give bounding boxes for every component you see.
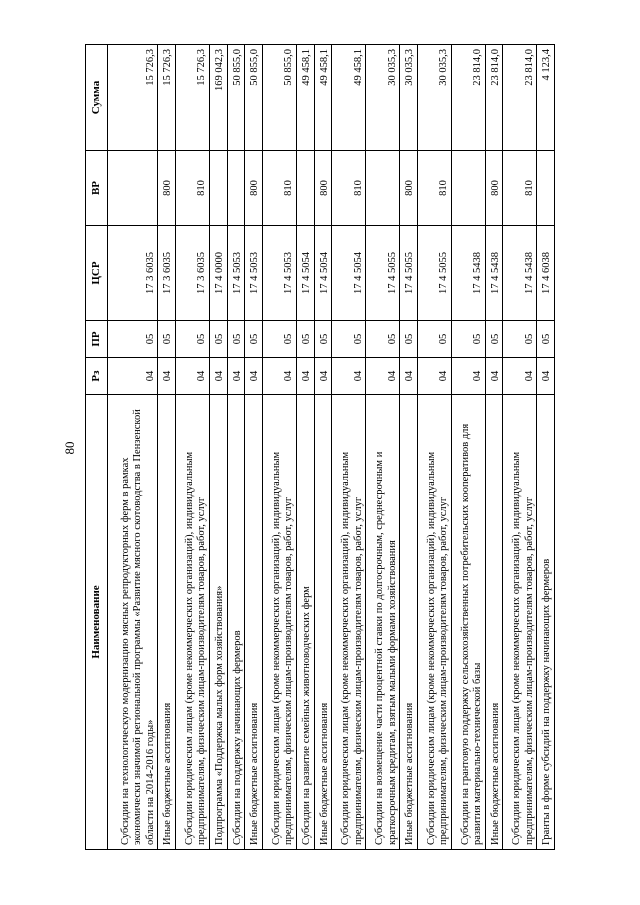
cell-vr [366,151,400,226]
cell-vr [108,151,158,226]
cell-sum: 50 855,0 [245,45,263,151]
cell-name: Иные бюджетные ассигнования [485,395,503,850]
cell-vr: 800 [400,151,418,226]
cell-rz: 04 [175,358,209,395]
cell-sum: 49 458,1 [314,45,332,151]
cell-csr: 17 4 5438 [485,226,503,321]
cell-pr: 05 [537,321,555,358]
header-sum: Сумма [86,45,108,151]
cell-name: Иные бюджетные ассигнования [158,395,176,850]
cell-sum: 30 035,3 [417,45,451,151]
cell-vr: 810 [332,151,366,226]
table-row [400,45,418,850]
table-row [332,45,366,850]
header-csr: ЦСР [86,226,108,321]
cell-pr: 05 [451,321,485,358]
cell-pr: 05 [332,321,366,358]
table-row [296,45,314,850]
cell-vr: 810 [262,151,296,226]
cell-rz: 04 [537,358,555,395]
cell-name: Субсидии на поддержку начинающих фермеров [227,395,245,850]
cell-sum: 49 458,1 [296,45,314,151]
cell-pr: 05 [158,321,176,358]
cell-csr: 17 4 5054 [314,226,332,321]
cell-rz: 04 [503,358,537,395]
cell-vr: 810 [417,151,451,226]
cell-csr: 17 4 5438 [503,226,537,321]
cell-pr: 05 [245,321,263,358]
cell-csr: 17 4 0000 [209,226,227,321]
cell-name: Подпрограмма «Поддержка малых форм хозяйствования» [209,395,227,850]
cell-vr [209,151,227,226]
cell-sum: 15 726,3 [158,45,176,151]
cell-rz: 04 [485,358,503,395]
cell-name: Субсидии на грантовую поддержку сельскохозяйственных потребительских кооперативов для развития материально-технической базы [451,395,485,850]
cell-rz: 04 [332,358,366,395]
cell-pr: 05 [175,321,209,358]
cell-sum: 15 726,3 [108,45,158,151]
cell-name: Иные бюджетные ассигнования [245,395,263,850]
cell-sum: 23 814,0 [485,45,503,151]
cell-csr: 17 4 5055 [400,226,418,321]
cell-name: Субсидии юридическим лицам (кроме некоммерческих организаций), индивидуальным предпринимателям, физическим лицам-производителям товаров, работ, услуг [503,395,537,850]
cell-rz: 04 [296,358,314,395]
cell-rz: 04 [314,358,332,395]
cell-sum: 30 035,3 [400,45,418,151]
cell-pr: 05 [227,321,245,358]
table-row [314,45,332,850]
cell-rz: 04 [262,358,296,395]
table-row [366,45,400,850]
table-body [108,45,555,850]
table-row [537,45,555,850]
cell-rz: 04 [209,358,227,395]
table-row [209,45,227,850]
cell-pr: 05 [262,321,296,358]
cell-rz: 04 [245,358,263,395]
cell-csr: 17 3 6035 [158,226,176,321]
header-pr: ПР [86,321,108,358]
table-row [417,45,451,850]
table-row [451,45,485,850]
cell-pr: 05 [108,321,158,358]
cell-vr: 800 [158,151,176,226]
cell-sum: 50 855,0 [262,45,296,151]
cell-name: Субсидии на развитие семейных животноводческих ферм [296,395,314,850]
table-row [262,45,296,850]
cell-csr: 17 4 5055 [366,226,400,321]
rotated-table-container [85,45,555,850]
cell-csr: 17 4 5053 [262,226,296,321]
cell-csr: 17 4 5055 [417,226,451,321]
cell-vr: 800 [314,151,332,226]
cell-sum: 23 814,0 [503,45,537,151]
cell-rz: 04 [417,358,451,395]
cell-sum: 49 458,1 [332,45,366,151]
cell-rz: 04 [366,358,400,395]
cell-vr [227,151,245,226]
cell-sum: 4 123,4 [537,45,555,151]
cell-name: Иные бюджетные ассигнования [314,395,332,850]
cell-csr: 17 4 5053 [227,226,245,321]
cell-sum: 15 726,3 [175,45,209,151]
cell-pr: 05 [314,321,332,358]
cell-rz: 04 [227,358,245,395]
cell-name: Субсидии юридическим лицам (кроме некоммерческих организаций), индивидуальным предпринимателям, физическим лицам-производителям товаров, работ, услуг [417,395,451,850]
header-vr: ВР [86,151,108,226]
cell-rz: 04 [400,358,418,395]
cell-sum: 23 814,0 [451,45,485,151]
cell-name: Субсидии юридическим лицам (кроме некоммерческих организаций), индивидуальным предпринимателям, физическим лицам-производителям товаров, работ, услуг [175,395,209,850]
table-row [245,45,263,850]
cell-vr: 810 [175,151,209,226]
cell-pr: 05 [503,321,537,358]
cell-vr [296,151,314,226]
cell-csr: 17 3 6035 [108,226,158,321]
table-row [227,45,245,850]
cell-pr: 05 [400,321,418,358]
table-row [108,45,158,850]
cell-name: Субсидии юридическим лицам (кроме некоммерческих организаций), индивидуальным предпринимателям, физическим лицам-производителям товаров, работ, услуг [262,395,296,850]
cell-vr [537,151,555,226]
cell-pr: 05 [485,321,503,358]
cell-rz: 04 [451,358,485,395]
table-row [158,45,176,850]
cell-csr: 17 4 6038 [537,226,555,321]
cell-csr: 17 4 5438 [451,226,485,321]
cell-pr: 05 [209,321,227,358]
cell-vr [451,151,485,226]
cell-name: Субсидии на технологическую модернизацию мясных репродукторных ферм в рамках экономически значимой региональной программы «Развитие мясного скотоводства в Пензенской области на 2014-2016 годы» [108,395,158,850]
cell-rz: 04 [158,358,176,395]
cell-vr: 800 [245,151,263,226]
table-header-row [86,45,108,850]
cell-sum: 169 042,3 [209,45,227,151]
cell-pr: 05 [366,321,400,358]
page-number: 80 [62,441,77,455]
header-rz: Рз [86,358,108,395]
cell-name: Гранты в форме субсидий на поддержку начинающих фермеров [537,395,555,850]
cell-pr: 05 [417,321,451,358]
cell-sum: 50 855,0 [227,45,245,151]
cell-vr: 800 [485,151,503,226]
header-name: Наименование [86,395,108,850]
table-row [503,45,537,850]
cell-pr: 05 [296,321,314,358]
cell-csr: 17 4 5053 [245,226,263,321]
table-row [485,45,503,850]
cell-csr: 17 4 5054 [296,226,314,321]
cell-name: Иные бюджетные ассигнования [400,395,418,850]
cell-name: Субсидии на возмещение части процентной ставки по долгосрочным, среднесрочным и краткосрочным кредитам, взятым малыми формами хозяйствования [366,395,400,850]
cell-csr: 17 4 5054 [332,226,366,321]
cell-sum: 30 035,3 [366,45,400,151]
table-row [175,45,209,850]
cell-vr: 810 [503,151,537,226]
budget-table [85,44,555,850]
cell-rz: 04 [108,358,158,395]
cell-name: Субсидии юридическим лицам (кроме некоммерческих организаций), индивидуальным предпринимателям, физическим лицам-производителям товаров, работ, услуг [332,395,366,850]
cell-csr: 17 3 6035 [175,226,209,321]
